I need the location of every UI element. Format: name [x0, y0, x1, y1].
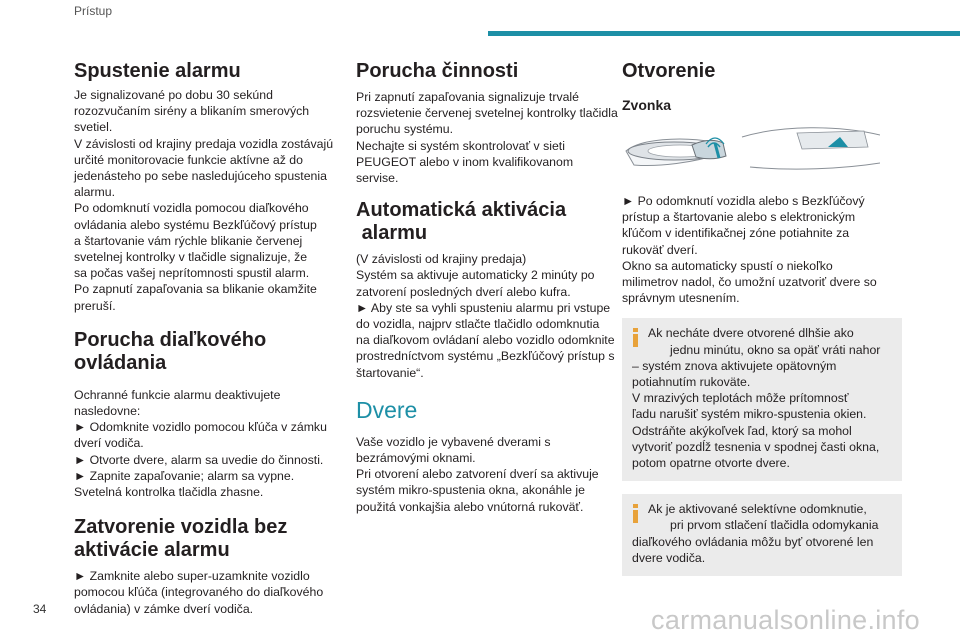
- heading-alarm-trigger: Spustenie alarmu: [74, 60, 241, 82]
- door-handle-illustration: [622, 123, 880, 179]
- subheading-outside: Zvonka: [622, 97, 672, 113]
- paragraph-doors: Vaše vozidlo je vybavené dverami s bezrámovými oknami. Pri otvorení alebo zatvorení dverí sa aktivuje systém mikro-spustenia okna, akonáhle je použitá vonkajšia alebo vnútorná rukoväť.: [356, 434, 599, 514]
- column-1: [74, 54, 338, 617]
- heading-lock-without-alarm: Zatvorenie vozidla bez aktivácie alarmu: [74, 516, 288, 562]
- page-number: 34: [33, 602, 47, 616]
- watermark: carmanualsonline.info: [651, 605, 920, 635]
- heading-malfunction: Porucha činnosti: [356, 60, 519, 82]
- column-2: [356, 54, 618, 515]
- heading-doors: Dvere: [356, 396, 418, 423]
- paragraph-lock-without-alarm: ► Zamknite alebo super-uzamknite vozidlo pomocou kľúča (integrovaného do diaľkového ovládania) v zámke dverí vodiča.: [74, 569, 324, 616]
- header-section-title: Prístup: [74, 4, 113, 18]
- paragraph-opening: ► Po odomknutí vozidla alebo s Bezkľúčový prístup a štartovanie alebo s elektronickým kľúčom v identifikačnej zóne potiahnite za rukoväť dverí. Okno sa automaticky spustí o niekoľko milimetrov nadol, čo umožní uzatvoriť dvere so správnym utesnením.: [622, 194, 877, 306]
- info-note-door-open: Ak necháte dvere otvorené dlhšie ako jednu minútu, okno sa opäť vráti nahor – systém znova aktivujete opätovným potiahnutím rukoväte. V mrazivých teplotách môže prítomnosť ľadu narušiť systém mikro-spustenia okien. Odstráňte akýkoľvek ľad, ktorý sa mohol vytvoriť pozdĺž tesnenia v spodnej časti okna, potom opatrne otvorte dvere.: [622, 318, 902, 481]
- info-note-selective-unlock: Ak je aktivované selektívne odomknutie, pri prvom stlačení tlačidla odomykania diaľkového ovládania môžu byť otvorené len dvere vodiča.: [622, 494, 902, 576]
- column-3: [622, 54, 902, 576]
- paragraph-alarm-trigger: Je signalizované po dobu 30 sekúnd rozozvučaním sirény a blikaním smerových svetiel. V závislosti od krajiny predaja vozidla zostávajú určité monitorovacie funkcie aktívne až do jedenásteho po sebe nasledujúceho spustenia alarmu. Po odomknutí vozidla pomocou diaľkového ovládania alebo systému Bezkľúčový prístup a štartovanie vám rýchle blikanie červenej svetelnej kontrolky v tlačidle signalizuje, že sa počas vašej neprítomnosti spustil alarm. Po zapnutí zapaľovania sa blikanie okamžite preruší.: [74, 88, 334, 313]
- info-icon: [630, 504, 641, 523]
- paragraph-malfunction: Pri zapnutí zapaľovania signalizuje trvalé rozsvietenie červenej svetelnej kontrolky tlačidla poruchu systému. Nechajte si systém skontrolovať v sieti PEUGEOT alebo v inom kvalifikovanom servise.: [356, 90, 618, 186]
- heading-auto-activation: Automatická aktivácia alarmu: [356, 199, 567, 245]
- heading-opening: Otvorenie: [622, 60, 716, 82]
- info-icon: [630, 328, 641, 347]
- heading-remote-failure: Porucha diaľkového ovládania: [74, 328, 267, 374]
- paragraph-remote-failure: Ochranné funkcie alarmu deaktivujete nasledovne: ► Odomknite vozidlo pomocou kľúča v zámku dverí vodiča. ► Otvorte dvere, alarm sa uvedie do činnosti. ► Zapnite zapaľovanie; alarm sa vypne. Svetelná kontrolka tlačidla zhasne.: [74, 387, 327, 500]
- paragraph-auto-activation: (V závislosti od krajiny predaja) Systém sa aktivuje automaticky 2 minúty po zatvorení posledných dverí alebo kufra. ► Aby ste sa vyhli spusteniu alarmu pri vstupe do vozidla, najprv stlačte tlačidlo odomknutia na diaľkovom ovládaní alebo vozidlo odomknite prostredníctvom systému „Bezkľúčový prístup s štartovanie“.: [356, 252, 615, 380]
- header-accent-bar: [488, 31, 960, 36]
